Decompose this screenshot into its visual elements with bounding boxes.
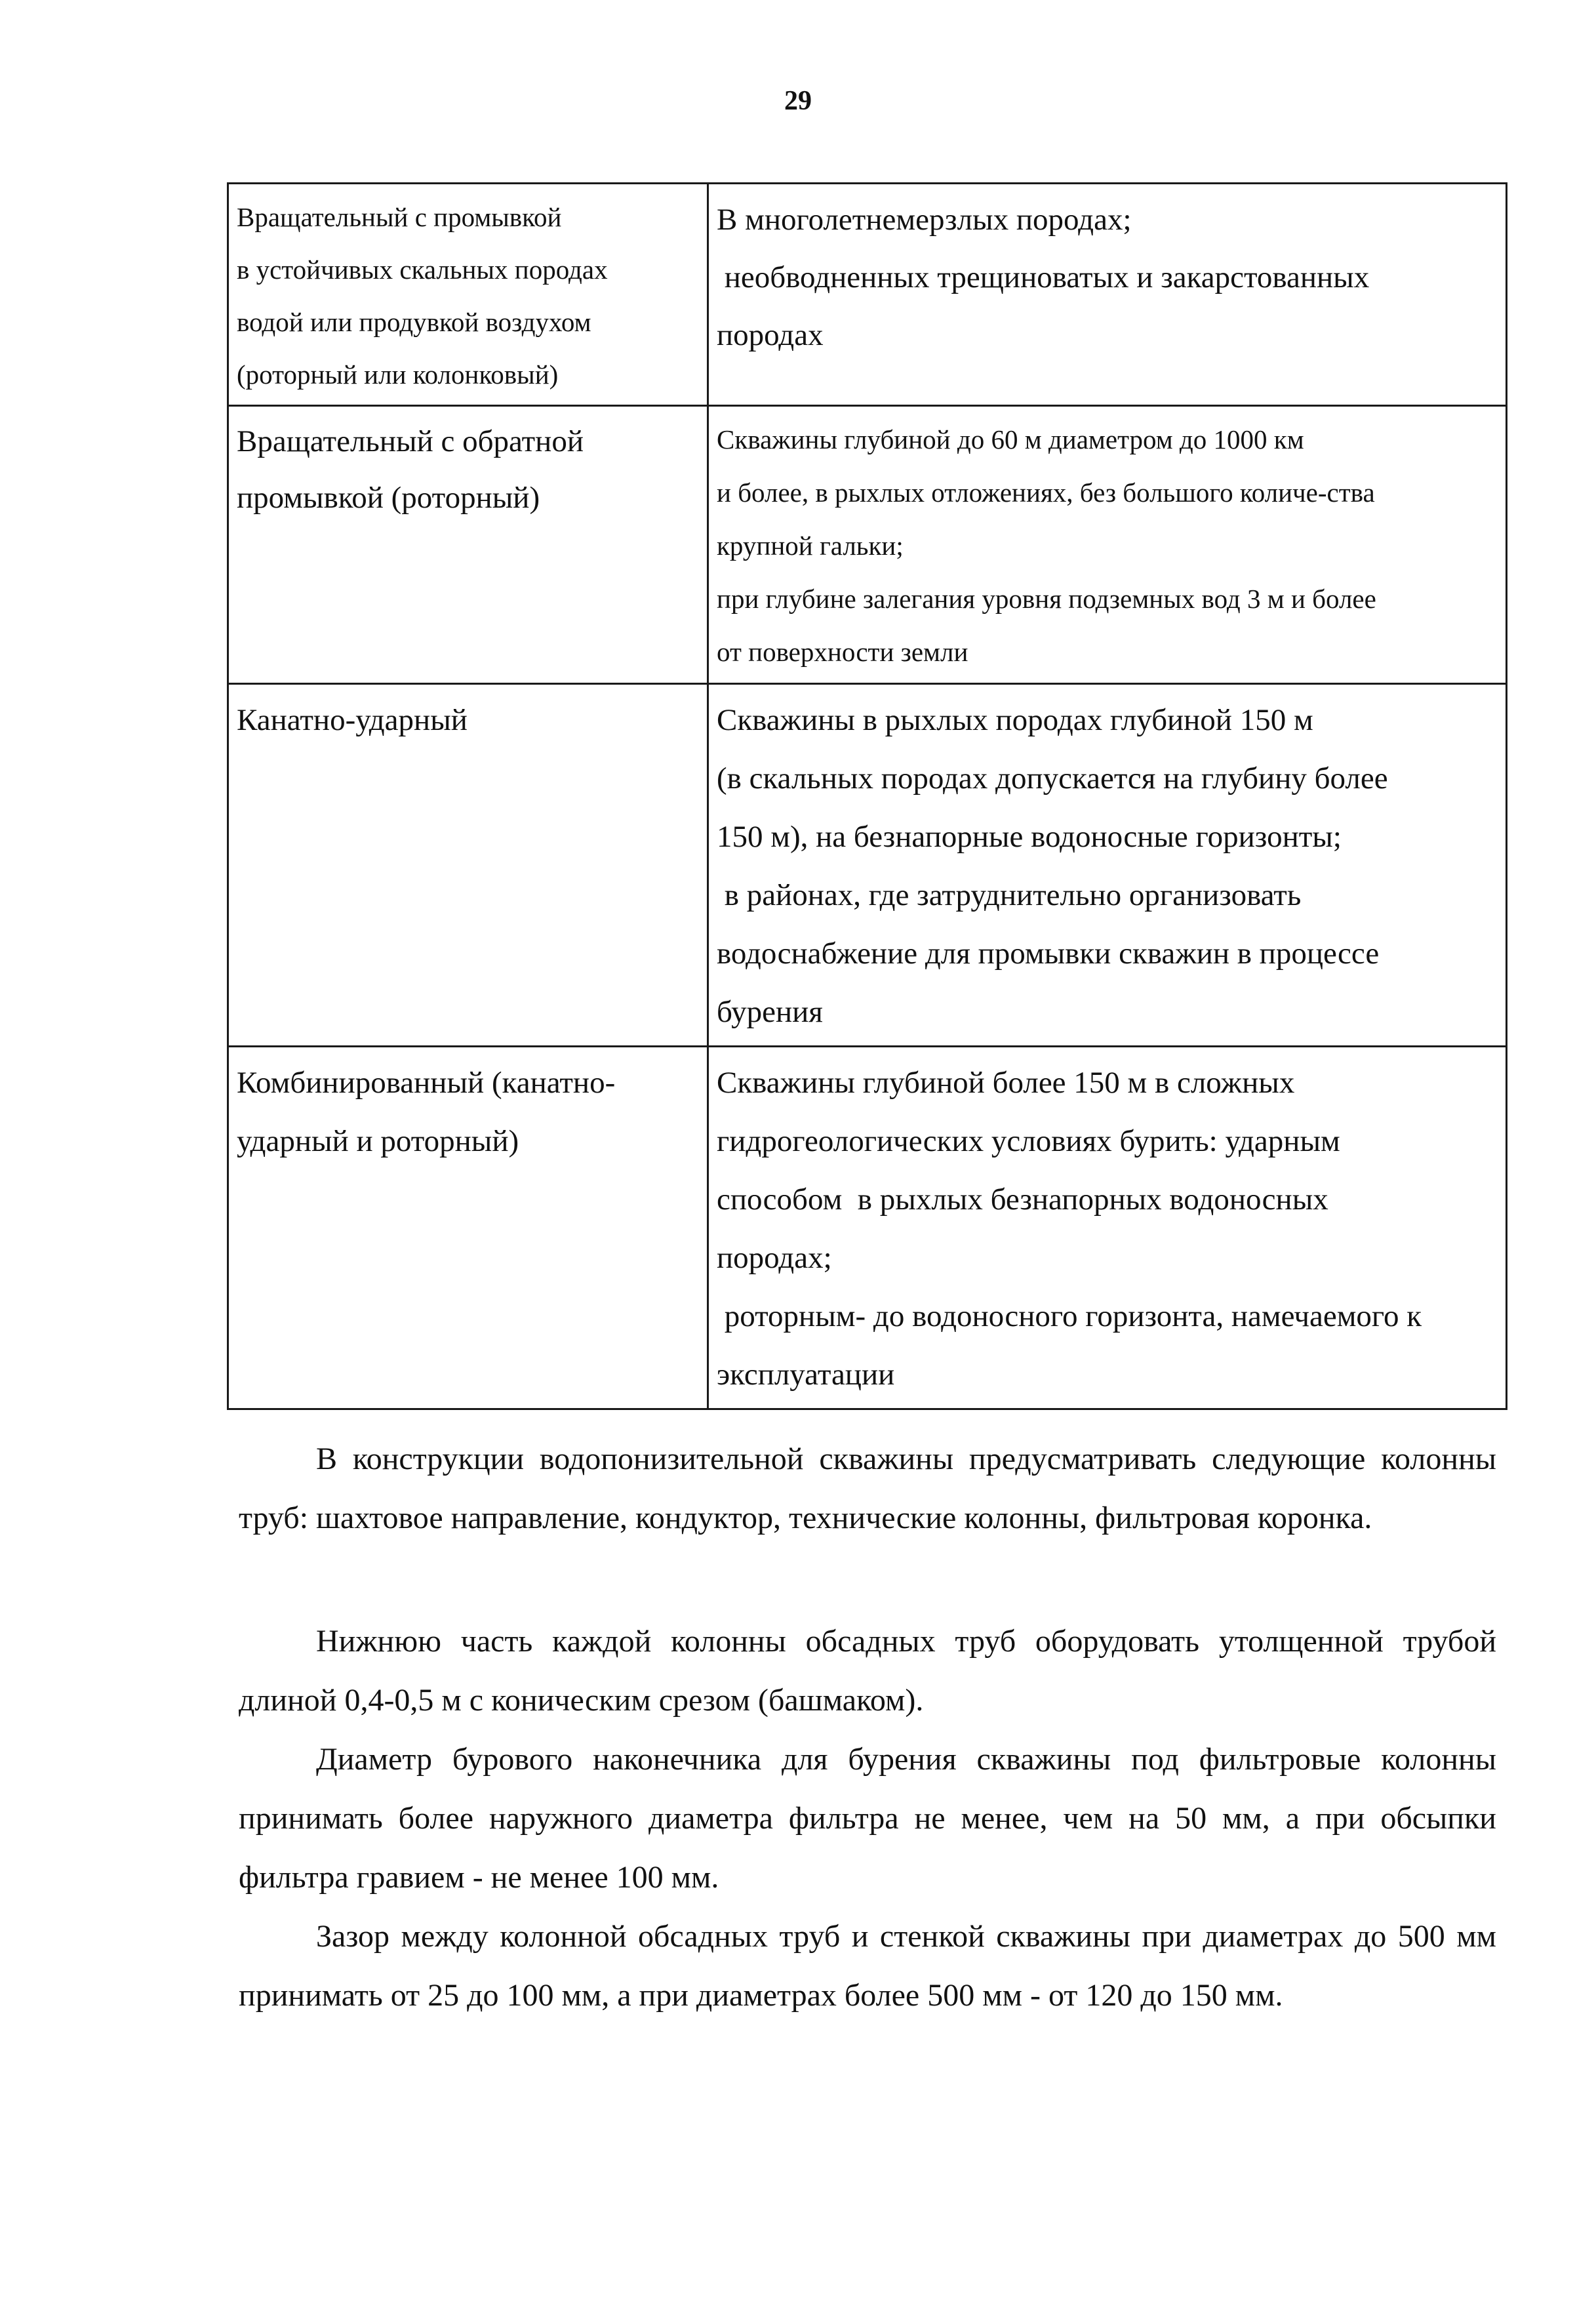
table-row (228, 684, 1507, 1047)
paragraph-block (239, 1730, 1496, 1908)
description-line: гидрогеологических условиях бурить: ударным (717, 1124, 1340, 1158)
table-row (228, 184, 1507, 406)
method-line: Комбинированный (канатно- (237, 1066, 616, 1100)
description-line: породах (717, 318, 824, 352)
description-line: при глубине залегания уровня подземных вод 3 м и более (717, 584, 1376, 614)
description-line: необводненных трещиноватых и закарстованных (717, 260, 1370, 294)
description-cell (708, 684, 1507, 1047)
method-line: в устойчивых скальных породах (237, 254, 608, 285)
paragraph: Нижнюю часть каждой колонны обсадных труб оборудовать утолщенной трубой длиной 0,4-0,5 м с коническим срезом (башмаком). (239, 1624, 1496, 1718)
description-cell (708, 184, 1507, 406)
description-line: в районах, где затруднительно организовать (717, 878, 1302, 912)
paragraph: В конструкции водопонизительной скважины предусматривать следующие колонны труб: шахтовое направление, кондуктор, технические колонны, фильтровая коронка. (239, 1441, 1496, 1535)
method-line: (роторный или колонковый) (237, 359, 559, 390)
method-line: промывкой (роторный) (237, 481, 540, 515)
method-cell (228, 406, 708, 684)
method-cell (228, 684, 708, 1047)
method-line: Вращательный с промывкой (237, 202, 562, 232)
description-line: водоснабжение для промывки скважин в процессе (717, 937, 1380, 971)
method-cell (228, 184, 708, 406)
method-line: Вращательный с обратной (237, 424, 584, 458)
page-number: 29 (784, 86, 812, 116)
description-line: породах; (717, 1241, 832, 1275)
description-line: (в скальных породах допускается на глубину более (717, 761, 1388, 796)
description-line: Скважины в рыхлых породах глубиной 150 м (717, 703, 1313, 737)
method-line: Канатно-ударный (237, 703, 468, 737)
description-line: крупной гальки; (717, 531, 904, 561)
method-line: водой или продувкой воздухом (237, 307, 591, 337)
drilling-methods-table (227, 182, 1507, 1410)
paragraph-block (239, 1907, 1496, 2026)
method-cell (228, 1047, 708, 1409)
paragraph: Диаметр бурового наконечника для бурения скважины под фильтровые колонны принимать более наружного диаметра фильтра не менее, чем на 50 мм, а при обсыпки фильтра гравием - не менее 100 мм. (239, 1742, 1496, 1895)
description-line: Скважины глубиной более 150 м в сложных (717, 1066, 1295, 1100)
table-row (228, 406, 1507, 684)
description-line: 150 м), на безнапорные водоносные горизонты; (717, 820, 1342, 854)
description-line: роторным- до водоносного горизонта, намечаемого к (717, 1299, 1422, 1333)
description-line: Скважины глубиной до 60 м диаметром до 1000 км (717, 424, 1304, 454)
description-line: бурения (717, 995, 823, 1029)
method-line: ударный и роторный) (237, 1124, 519, 1158)
description-cell (708, 406, 1507, 684)
paragraph-block (239, 1612, 1496, 1731)
paragraph: Зазор между колонной обсадных труб и стенкой скважины при диаметрах до 500 мм принимать от 25 до 100 мм, а при диаметрах более 500 мм - от 120 до 150 мм. (239, 1919, 1496, 2013)
description-line: и более, в рыхлых отложениях, без большого количе-ства (717, 477, 1375, 508)
description-line: от поверхности земли (717, 637, 968, 667)
description-line: способом в рыхлых безнапорных водоносных (717, 1182, 1328, 1217)
table-row (228, 1047, 1507, 1409)
description-line: эксплуатации (717, 1358, 895, 1392)
paragraph-block (239, 1430, 1496, 1549)
description-cell (708, 1047, 1507, 1409)
description-line: В многолетнемерзлых породах; (717, 203, 1132, 237)
